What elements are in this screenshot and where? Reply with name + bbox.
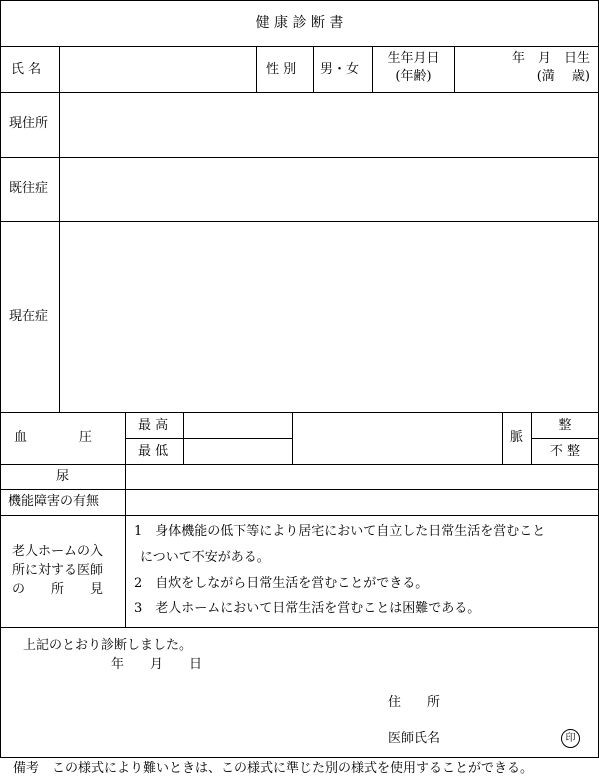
address-field[interactable] [60, 93, 598, 157]
opinion-item-3[interactable]: 3 老人ホームにおいて日常生活を営むことは困難である。 [134, 601, 481, 616]
blood-pressure-label: 血 圧 [14, 430, 93, 445]
doctor-name-field[interactable] [450, 726, 555, 748]
line-pulse-left [502, 412, 503, 464]
doctor-name-label: 医師氏名 [388, 731, 441, 746]
pulse-regular[interactable]: 整 [558, 418, 572, 433]
dob-label-line2: (年齢) [395, 69, 432, 84]
dob-label-line1: 生年月日 [387, 51, 440, 66]
line-current-bottom [0, 412, 599, 413]
line-sex-options [313, 46, 314, 92]
current-symptoms-field[interactable] [60, 222, 598, 412]
opinion-item-1-continued: について不安がある。 [140, 550, 270, 565]
opinion-label-line2: 所に対する医師 [12, 563, 104, 578]
opinion-item-1[interactable]: 1 身体機能の低下等により居宅において自立した日常生活を営むこと [134, 524, 546, 539]
line-bp-label [125, 412, 126, 627]
disability-field[interactable] [126, 490, 598, 515]
urine-label: 尿 [55, 469, 69, 484]
doctor-address-field[interactable] [450, 690, 590, 712]
remarks-note: 備考 この様式により難いときは、この様式に準じた別の様式を使用することができる。 [13, 761, 534, 776]
sex-label: 性 別 [266, 62, 297, 77]
dob-value-line1[interactable]: 年 月 日生 [511, 51, 590, 66]
opinion-item-2[interactable]: 2 自炊をしながら日常生活を営むことができる。 [134, 576, 429, 591]
doctor-address-label: 住 所 [388, 695, 441, 710]
bp-min-field[interactable] [184, 439, 292, 464]
diagnosis-date[interactable]: 年 月 日 [111, 657, 203, 672]
disability-label: 機能障害の有無 [8, 494, 100, 509]
opinion-label-line1: 老人ホームの入 [12, 544, 104, 559]
line-bp-end [292, 412, 293, 464]
bp-min-label: 最 低 [138, 444, 169, 459]
sex-options[interactable]: 男・女 [320, 62, 360, 77]
bp-max-field[interactable] [184, 413, 292, 438]
opinion-label-line3: の 所 見 [12, 582, 104, 597]
seal-mark: 印 [561, 729, 580, 748]
name-label: 氏 名 [11, 62, 42, 77]
border-left [0, 0, 1, 758]
bp-max-label: 最 高 [138, 418, 169, 433]
line-bp-middle-right [531, 438, 598, 439]
line-opinion-bottom [0, 627, 599, 628]
form-title: 健 康 診 断 書 [255, 15, 344, 31]
current-symptoms-label: 現在症 [9, 309, 49, 324]
line-disability-bottom [0, 515, 599, 516]
pulse-irregular[interactable]: 不 整 [549, 444, 581, 459]
border-bottom [0, 757, 599, 758]
history-field[interactable] [60, 158, 598, 221]
history-label: 既往症 [9, 181, 49, 196]
border-top [0, 0, 599, 1]
address-label: 現住所 [9, 116, 49, 131]
pulse-label: 脈 [510, 430, 524, 445]
name-field[interactable] [60, 47, 256, 92]
line-name-sex [256, 46, 257, 92]
statement-text: 上記のとおり診断しました。 [23, 638, 193, 653]
urine-field[interactable] [126, 465, 598, 489]
dob-value-line2[interactable]: (満 歳) [536, 69, 590, 84]
